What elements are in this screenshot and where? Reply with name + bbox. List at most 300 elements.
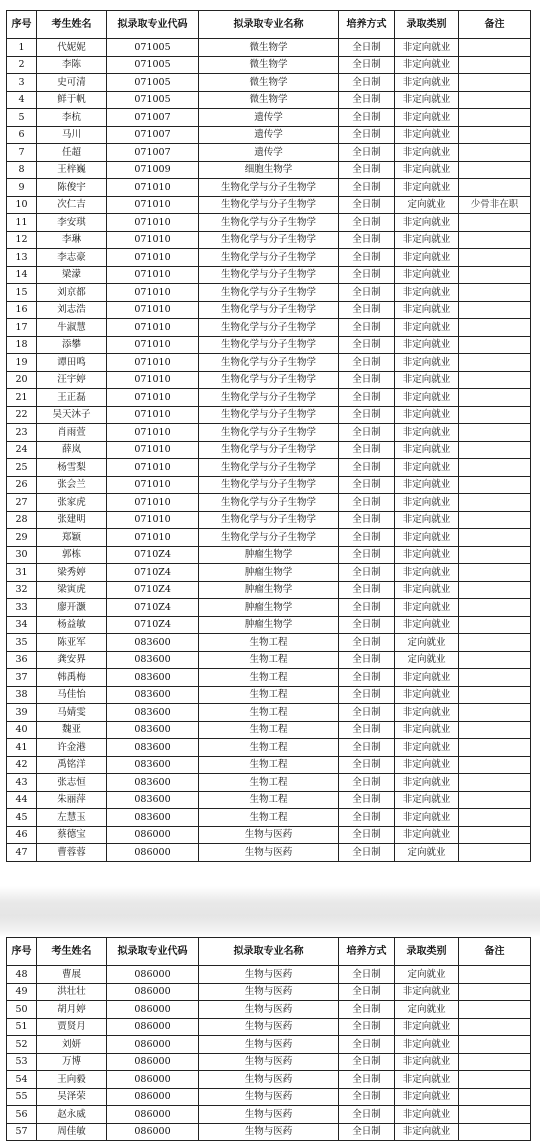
cell-study-mode: 全日制 [339, 231, 395, 249]
header-major-name: 拟录取专业名称 [199, 938, 339, 966]
cell-admission-type: 非定向就业 [395, 336, 459, 354]
cell-major-code: 071007 [107, 126, 199, 144]
cell-name: 马川 [37, 126, 107, 144]
cell-remarks [459, 1071, 531, 1089]
cell-remarks [459, 774, 531, 792]
cell-major-name: 肿瘤生物学 [199, 564, 339, 582]
cell-major-name: 生物工程 [199, 791, 339, 809]
cell-seq: 38 [7, 686, 37, 704]
cell-major-code: 071010 [107, 354, 199, 372]
cell-study-mode: 全日制 [339, 494, 395, 512]
cell-seq: 30 [7, 546, 37, 564]
cell-major-code: 086000 [107, 1088, 199, 1106]
cell-admission-type: 定向就业 [395, 844, 459, 862]
cell-admission-type: 非定向就业 [395, 1053, 459, 1071]
cell-major-code: 086000 [107, 1053, 199, 1071]
table-row [7, 983, 531, 1001]
cell-name: 廖开灏 [37, 599, 107, 617]
cell-major-name: 肿瘤生物学 [199, 581, 339, 599]
cell-major-name: 生物与医药 [199, 1088, 339, 1106]
cell-remarks [459, 756, 531, 774]
cell-seq: 50 [7, 1001, 37, 1019]
cell-study-mode: 全日制 [339, 966, 395, 984]
cell-major-name: 生物与医药 [199, 826, 339, 844]
cell-seq: 2 [7, 56, 37, 74]
cell-name: 魏亚 [37, 721, 107, 739]
cell-major-code: 086000 [107, 1123, 199, 1141]
cell-remarks [459, 109, 531, 127]
cell-study-mode: 全日制 [339, 39, 395, 57]
table-header-row [7, 11, 531, 39]
cell-remarks [459, 1106, 531, 1124]
cell-seq: 35 [7, 634, 37, 652]
cell-name: 肖雨萱 [37, 424, 107, 442]
cell-admission-type: 非定向就业 [395, 774, 459, 792]
cell-study-mode: 全日制 [339, 301, 395, 319]
cell-name: 曹蓉蓉 [37, 844, 107, 862]
cell-remarks [459, 74, 531, 92]
cell-major-name: 肿瘤生物学 [199, 616, 339, 634]
cell-study-mode: 全日制 [339, 1071, 395, 1089]
cell-remarks [459, 371, 531, 389]
cell-admission-type: 非定向就业 [395, 406, 459, 424]
cell-name: 张志恒 [37, 774, 107, 792]
header-remarks: 备注 [459, 938, 531, 966]
cell-major-code: 083600 [107, 756, 199, 774]
cell-major-name: 生物化学与分子生物学 [199, 266, 339, 284]
cell-name: 左慧玉 [37, 809, 107, 827]
cell-major-name: 生物化学与分子生物学 [199, 214, 339, 232]
cell-major-name: 生物工程 [199, 739, 339, 757]
table-row [7, 511, 531, 529]
cell-seq: 10 [7, 196, 37, 214]
cell-remarks [459, 1001, 531, 1019]
cell-major-name: 生物与医药 [199, 966, 339, 984]
cell-study-mode: 全日制 [339, 704, 395, 722]
cell-study-mode: 全日制 [339, 809, 395, 827]
cell-admission-type: 非定向就业 [395, 389, 459, 407]
cell-major-name: 肿瘤生物学 [199, 599, 339, 617]
cell-seq: 25 [7, 459, 37, 477]
cell-major-code: 071005 [107, 74, 199, 92]
cell-seq: 53 [7, 1053, 37, 1071]
cell-major-code: 071010 [107, 371, 199, 389]
cell-admission-type: 非定向就业 [395, 704, 459, 722]
cell-name: 李安琪 [37, 214, 107, 232]
cell-major-code: 083600 [107, 704, 199, 722]
cell-admission-type: 非定向就业 [395, 109, 459, 127]
cell-remarks [459, 1123, 531, 1141]
cell-major-name: 微生物学 [199, 39, 339, 57]
cell-major-code: 083600 [107, 774, 199, 792]
cell-study-mode: 全日制 [339, 774, 395, 792]
cell-major-code: 0710Z4 [107, 616, 199, 634]
cell-study-mode: 全日制 [339, 56, 395, 74]
table-row [7, 581, 531, 599]
cell-major-name: 生物工程 [199, 756, 339, 774]
cell-remarks [459, 144, 531, 162]
cell-major-code: 071010 [107, 476, 199, 494]
cell-seq: 39 [7, 704, 37, 722]
cell-major-name: 生物工程 [199, 651, 339, 669]
cell-major-code: 086000 [107, 966, 199, 984]
admission-table-page-1 [6, 10, 531, 862]
header-name: 考生姓名 [37, 11, 107, 39]
cell-name: 吴天沐子 [37, 406, 107, 424]
cell-major-code: 071007 [107, 109, 199, 127]
cell-name: 杨益敏 [37, 616, 107, 634]
table-row [7, 249, 531, 267]
cell-major-code: 071005 [107, 39, 199, 57]
cell-major-name: 生物化学与分子生物学 [199, 389, 339, 407]
cell-seq: 54 [7, 1071, 37, 1089]
cell-name: 韩禹梅 [37, 669, 107, 687]
cell-major-code: 071010 [107, 336, 199, 354]
cell-study-mode: 全日制 [339, 371, 395, 389]
cell-name: 李陈 [37, 56, 107, 74]
table-row [7, 651, 531, 669]
cell-major-code: 086000 [107, 1071, 199, 1089]
cell-remarks [459, 126, 531, 144]
cell-admission-type: 非定向就业 [395, 56, 459, 74]
cell-major-name: 生物与医药 [199, 1123, 339, 1141]
table-row [7, 774, 531, 792]
cell-study-mode: 全日制 [339, 564, 395, 582]
cell-name: 郭栋 [37, 546, 107, 564]
cell-seq: 24 [7, 441, 37, 459]
cell-major-name: 生物化学与分子生物学 [199, 319, 339, 337]
cell-name: 代妮妮 [37, 39, 107, 57]
cell-major-code: 0710Z4 [107, 564, 199, 582]
cell-major-code: 083600 [107, 791, 199, 809]
cell-major-code: 071010 [107, 319, 199, 337]
cell-remarks [459, 424, 531, 442]
cell-name: 朱丽萍 [37, 791, 107, 809]
cell-study-mode: 全日制 [339, 74, 395, 92]
table-row [7, 791, 531, 809]
table-row [7, 424, 531, 442]
cell-major-code: 0710Z4 [107, 599, 199, 617]
table-row [7, 546, 531, 564]
table-row [7, 1106, 531, 1124]
cell-seq: 23 [7, 424, 37, 442]
cell-name: 李志豪 [37, 249, 107, 267]
table-row [7, 476, 531, 494]
cell-admission-type: 非定向就业 [395, 231, 459, 249]
cell-name: 汪宇婷 [37, 371, 107, 389]
cell-study-mode: 全日制 [339, 336, 395, 354]
table-row [7, 529, 531, 547]
cell-seq: 57 [7, 1123, 37, 1141]
table-row [7, 231, 531, 249]
cell-name: 牛淑慧 [37, 319, 107, 337]
cell-admission-type: 非定向就业 [395, 126, 459, 144]
cell-major-name: 生物工程 [199, 704, 339, 722]
cell-admission-type: 非定向就业 [395, 214, 459, 232]
cell-seq: 28 [7, 511, 37, 529]
cell-seq: 4 [7, 91, 37, 109]
cell-name: 李杭 [37, 109, 107, 127]
cell-name: 周佳敏 [37, 1123, 107, 1141]
cell-name: 赵永威 [37, 1106, 107, 1124]
table-body-page-1 [7, 39, 531, 862]
cell-name: 贾贤月 [37, 1018, 107, 1036]
cell-seq: 56 [7, 1106, 37, 1124]
table-row [7, 669, 531, 687]
cell-remarks [459, 669, 531, 687]
cell-seq: 14 [7, 266, 37, 284]
cell-major-name: 微生物学 [199, 56, 339, 74]
table-row [7, 371, 531, 389]
cell-admission-type: 非定向就业 [395, 91, 459, 109]
table-row [7, 721, 531, 739]
header-name: 考生姓名 [37, 938, 107, 966]
cell-major-name: 生物与医药 [199, 983, 339, 1001]
cell-major-code: 086000 [107, 1036, 199, 1054]
table-row [7, 966, 531, 984]
cell-seq: 37 [7, 669, 37, 687]
cell-seq: 40 [7, 721, 37, 739]
cell-major-code: 071010 [107, 511, 199, 529]
table-row [7, 459, 531, 477]
cell-study-mode: 全日制 [339, 616, 395, 634]
cell-name: 曹展 [37, 966, 107, 984]
cell-study-mode: 全日制 [339, 581, 395, 599]
cell-name: 刘京都 [37, 284, 107, 302]
cell-major-name: 生物化学与分子生物学 [199, 371, 339, 389]
cell-seq: 7 [7, 144, 37, 162]
cell-remarks [459, 983, 531, 1001]
cell-name: 李琳 [37, 231, 107, 249]
cell-seq: 26 [7, 476, 37, 494]
cell-seq: 13 [7, 249, 37, 267]
cell-remarks [459, 844, 531, 862]
table-row [7, 599, 531, 617]
cell-study-mode: 全日制 [339, 634, 395, 652]
cell-study-mode: 全日制 [339, 249, 395, 267]
cell-seq: 12 [7, 231, 37, 249]
cell-admission-type: 非定向就业 [395, 511, 459, 529]
cell-major-code: 071010 [107, 231, 199, 249]
cell-major-name: 生物工程 [199, 774, 339, 792]
cell-major-name: 生物化学与分子生物学 [199, 284, 339, 302]
cell-study-mode: 全日制 [339, 389, 395, 407]
cell-major-code: 071010 [107, 441, 199, 459]
cell-major-name: 生物化学与分子生物学 [199, 529, 339, 547]
table-row [7, 1071, 531, 1089]
cell-major-code: 083600 [107, 651, 199, 669]
cell-major-name: 遗传学 [199, 126, 339, 144]
table-row [7, 564, 531, 582]
cell-remarks [459, 249, 531, 267]
page-break [0, 886, 540, 937]
cell-seq: 29 [7, 529, 37, 547]
cell-major-code: 083600 [107, 686, 199, 704]
cell-study-mode: 全日制 [339, 1053, 395, 1071]
table-row [7, 196, 531, 214]
cell-remarks [459, 266, 531, 284]
cell-major-code: 071010 [107, 529, 199, 547]
cell-seq: 46 [7, 826, 37, 844]
cell-admission-type: 非定向就业 [395, 1106, 459, 1124]
table-row [7, 1123, 531, 1141]
header-major-code: 拟录取专业代码 [107, 938, 199, 966]
cell-major-code: 071007 [107, 144, 199, 162]
cell-admission-type: 非定向就业 [395, 459, 459, 477]
table-row [7, 144, 531, 162]
cell-study-mode: 全日制 [339, 844, 395, 862]
cell-name: 王梓巍 [37, 161, 107, 179]
cell-major-code: 086000 [107, 844, 199, 862]
cell-study-mode: 全日制 [339, 511, 395, 529]
table-row [7, 56, 531, 74]
table-row [7, 826, 531, 844]
cell-remarks [459, 581, 531, 599]
cell-admission-type: 非定向就业 [395, 39, 459, 57]
cell-major-code: 071010 [107, 284, 199, 302]
cell-remarks [459, 634, 531, 652]
table-row [7, 354, 531, 372]
cell-major-name: 遗传学 [199, 109, 339, 127]
cell-major-code: 071005 [107, 56, 199, 74]
cell-name: 许金港 [37, 739, 107, 757]
cell-remarks [459, 791, 531, 809]
table-body-page-2 [7, 966, 531, 1141]
cell-major-code: 071010 [107, 424, 199, 442]
table-row [7, 161, 531, 179]
cell-remarks [459, 966, 531, 984]
cell-admission-type: 非定向就业 [395, 319, 459, 337]
cell-major-name: 生物化学与分子生物学 [199, 476, 339, 494]
cell-name: 梁寅虎 [37, 581, 107, 599]
cell-name: 禹铭洋 [37, 756, 107, 774]
cell-study-mode: 全日制 [339, 599, 395, 617]
cell-seq: 41 [7, 739, 37, 757]
cell-admission-type: 定向就业 [395, 651, 459, 669]
cell-name: 史可清 [37, 74, 107, 92]
cell-admission-type: 非定向就业 [395, 546, 459, 564]
cell-remarks: 少骨非在职 [459, 196, 531, 214]
cell-name: 王正磊 [37, 389, 107, 407]
cell-major-code: 071005 [107, 91, 199, 109]
cell-major-code: 083600 [107, 739, 199, 757]
cell-remarks [459, 686, 531, 704]
cell-name: 谭田鸣 [37, 354, 107, 372]
table-row [7, 844, 531, 862]
cell-admission-type: 非定向就业 [395, 74, 459, 92]
cell-remarks [459, 651, 531, 669]
cell-major-name: 遗传学 [199, 144, 339, 162]
cell-admission-type: 非定向就业 [395, 354, 459, 372]
cell-admission-type: 非定向就业 [395, 581, 459, 599]
table-row [7, 319, 531, 337]
cell-seq: 3 [7, 74, 37, 92]
cell-remarks [459, 301, 531, 319]
cell-name: 马婧雯 [37, 704, 107, 722]
cell-name: 添攀 [37, 336, 107, 354]
cell-seq: 42 [7, 756, 37, 774]
cell-major-code: 086000 [107, 1106, 199, 1124]
cell-study-mode: 全日制 [339, 161, 395, 179]
cell-seq: 45 [7, 809, 37, 827]
cell-admission-type: 非定向就业 [395, 599, 459, 617]
cell-name: 郑颖 [37, 529, 107, 547]
cell-major-name: 生物与医药 [199, 1018, 339, 1036]
cell-remarks [459, 39, 531, 57]
cell-major-code: 071010 [107, 179, 199, 197]
table-row [7, 494, 531, 512]
cell-study-mode: 全日制 [339, 739, 395, 757]
cell-study-mode: 全日制 [339, 319, 395, 337]
table-row [7, 39, 531, 57]
cell-remarks [459, 354, 531, 372]
cell-major-code: 071010 [107, 249, 199, 267]
cell-seq: 5 [7, 109, 37, 127]
cell-admission-type: 非定向就业 [395, 1071, 459, 1089]
header-admission-type: 录取类别 [395, 11, 459, 39]
cell-seq: 52 [7, 1036, 37, 1054]
cell-seq: 51 [7, 1018, 37, 1036]
table-row [7, 284, 531, 302]
cell-seq: 49 [7, 983, 37, 1001]
cell-remarks [459, 214, 531, 232]
cell-study-mode: 全日制 [339, 546, 395, 564]
cell-study-mode: 全日制 [339, 1088, 395, 1106]
header-study-mode: 培养方式 [339, 938, 395, 966]
cell-seq: 11 [7, 214, 37, 232]
cell-seq: 36 [7, 651, 37, 669]
cell-study-mode: 全日制 [339, 826, 395, 844]
cell-study-mode: 全日制 [339, 91, 395, 109]
cell-study-mode: 全日制 [339, 266, 395, 284]
cell-study-mode: 全日制 [339, 1123, 395, 1141]
table-row [7, 1088, 531, 1106]
cell-study-mode: 全日制 [339, 791, 395, 809]
cell-admission-type: 定向就业 [395, 634, 459, 652]
table-row [7, 406, 531, 424]
cell-name: 张家虎 [37, 494, 107, 512]
cell-remarks [459, 1088, 531, 1106]
cell-major-name: 生物与医药 [199, 1036, 339, 1054]
cell-major-name: 微生物学 [199, 91, 339, 109]
cell-remarks [459, 284, 531, 302]
cell-major-code: 071010 [107, 406, 199, 424]
table-row [7, 179, 531, 197]
cell-study-mode: 全日制 [339, 529, 395, 547]
cell-admission-type: 非定向就业 [395, 161, 459, 179]
cell-remarks [459, 1036, 531, 1054]
cell-major-name: 生物化学与分子生物学 [199, 249, 339, 267]
cell-admission-type: 非定向就业 [395, 144, 459, 162]
cell-major-name: 细胞生物学 [199, 161, 339, 179]
cell-admission-type: 非定向就业 [395, 494, 459, 512]
cell-admission-type: 非定向就业 [395, 1036, 459, 1054]
cell-remarks [459, 809, 531, 827]
cell-remarks [459, 511, 531, 529]
cell-major-name: 生物化学与分子生物学 [199, 406, 339, 424]
cell-admission-type: 非定向就业 [395, 249, 459, 267]
cell-major-name: 生物化学与分子生物学 [199, 511, 339, 529]
cell-name: 梁濛 [37, 266, 107, 284]
cell-name: 梁秀婷 [37, 564, 107, 582]
header-major-code: 拟录取专业代码 [107, 11, 199, 39]
cell-admission-type: 非定向就业 [395, 1123, 459, 1141]
cell-major-code: 086000 [107, 1018, 199, 1036]
cell-seq: 47 [7, 844, 37, 862]
cell-remarks [459, 91, 531, 109]
cell-seq: 8 [7, 161, 37, 179]
cell-major-code: 083600 [107, 634, 199, 652]
